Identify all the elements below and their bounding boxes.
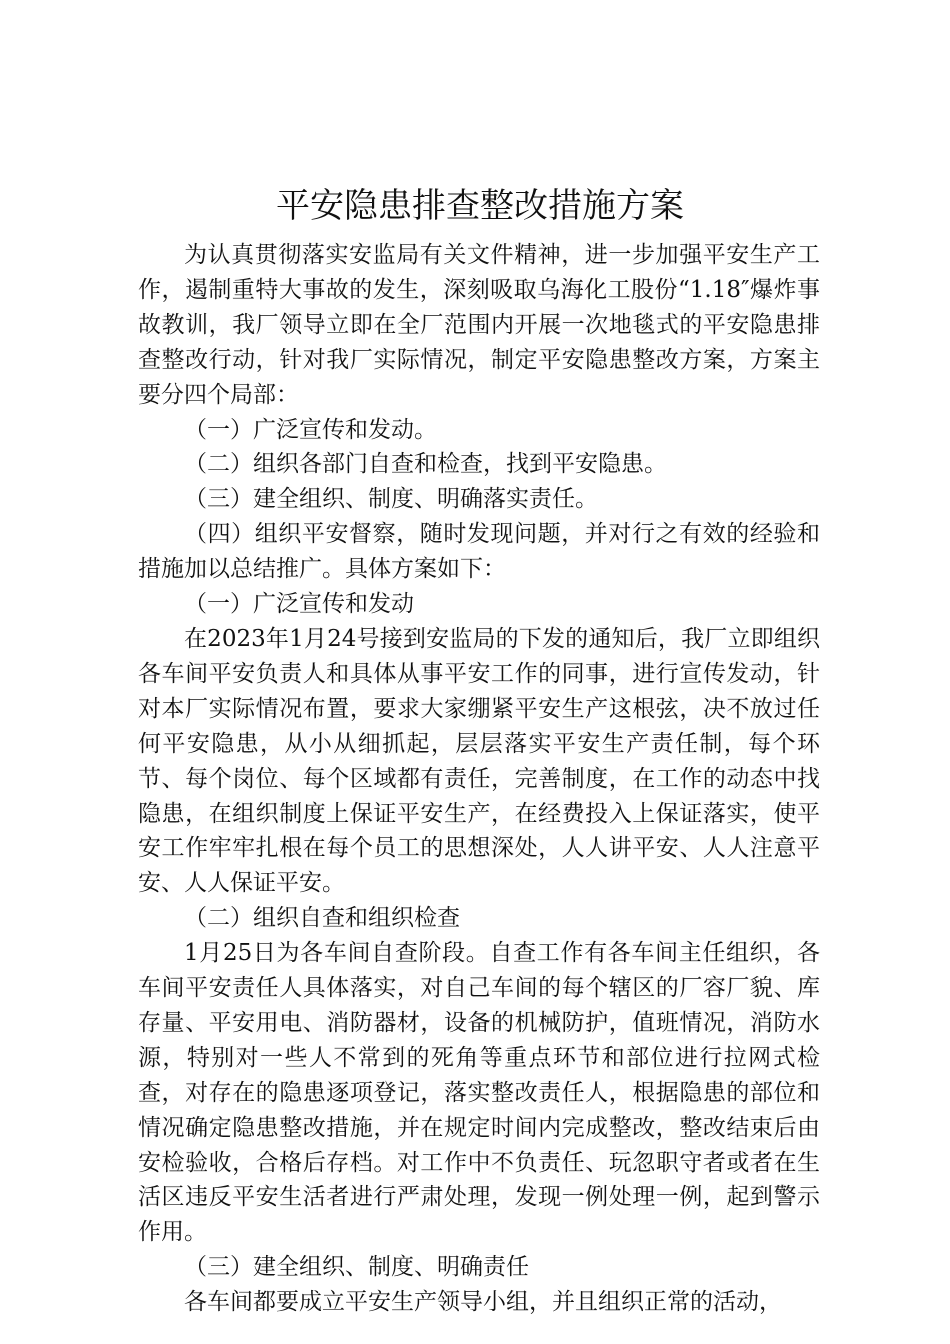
section-heading-2: （二）组织自查和组织检查 — [184, 905, 460, 932]
document-body — [138, 238, 820, 1320]
section-paragraph-1: 在2023年1月24号接到安监局的下发的通知后，我厂立即组织各车间平安负责人和具体从事平安工作的同事，进行宣传发动，针对本厂实际情况布置，要求大家绷紧平安生产这根弦，决不放过任何平安隐患，从小从细抓起，层层落实平安生产责任制，每个环节、每个岗位、每个区域都有责任，完善制度，在工作的动态中找隐患，在组织制度上保证平安生产，在经费投入上保证落实，使平安工作牢牢扎根在每个员工的思想深处，人人讲平安、人人注意平安、人人保证平安。 — [138, 625, 820, 897]
outline-item-4: （四）组织平安督察，随时发现问题，并对行之有效的经验和措施加以总结推广。具体方案如下： — [138, 521, 820, 583]
outline-item-1: （一）广泛宣传和发动。 — [184, 416, 437, 443]
document-title: 平安隐患排查整改措施方案 — [276, 186, 684, 226]
section-paragraph-3: 各车间都要成立平安生产领导小组，并且组织正常的活动， — [184, 1289, 782, 1316]
outline-item-2: （二）组织各部门自查和检查，找到平安隐患。 — [184, 451, 667, 478]
outline-item-3: （三）建全组织、制度、明确落实责任。 — [184, 486, 598, 513]
section-paragraph-2: 1月25日为各车间自查阶段。自查工作有各车间主任组织，各车间平安责任人具体落实，对自己车间的每个辖区的厂容厂貌、库存量、平安用电、消防器材，设备的机械防护，值班情况，消防水源，特别对一些人不常到的死角等重点环节和部位进行拉网式检查，对存在的隐患逐项登记，落实整改责任人，根据隐患的部位和情况确定隐患整改措施，并在规定时间内完成整改，整改结束后由安检验收，合格后存档。对工作中不负责任、玩忽职守者或者在生活区违反平安生活者进行严肃处理，发现一例处理一例，起到警示作用。 — [138, 940, 820, 1246]
section-heading-1: （一）广泛宣传和发动 — [184, 591, 414, 618]
intro-paragraph: 为认真贯彻落实安监局有关文件精神，进一步加强平安生产工作，遏制重特大事故的发生，深刻吸取乌海化工股份“1.18″爆炸事故教训，我厂领导立即在全厂范围内开展一次地毯式的平安隐患排查整改行动，针对我厂实际情况，制定平安隐患整改方案，方案主要分四个局部： — [138, 242, 820, 408]
section-heading-3: （三）建全组织、制度、明确责任 — [184, 1254, 529, 1281]
